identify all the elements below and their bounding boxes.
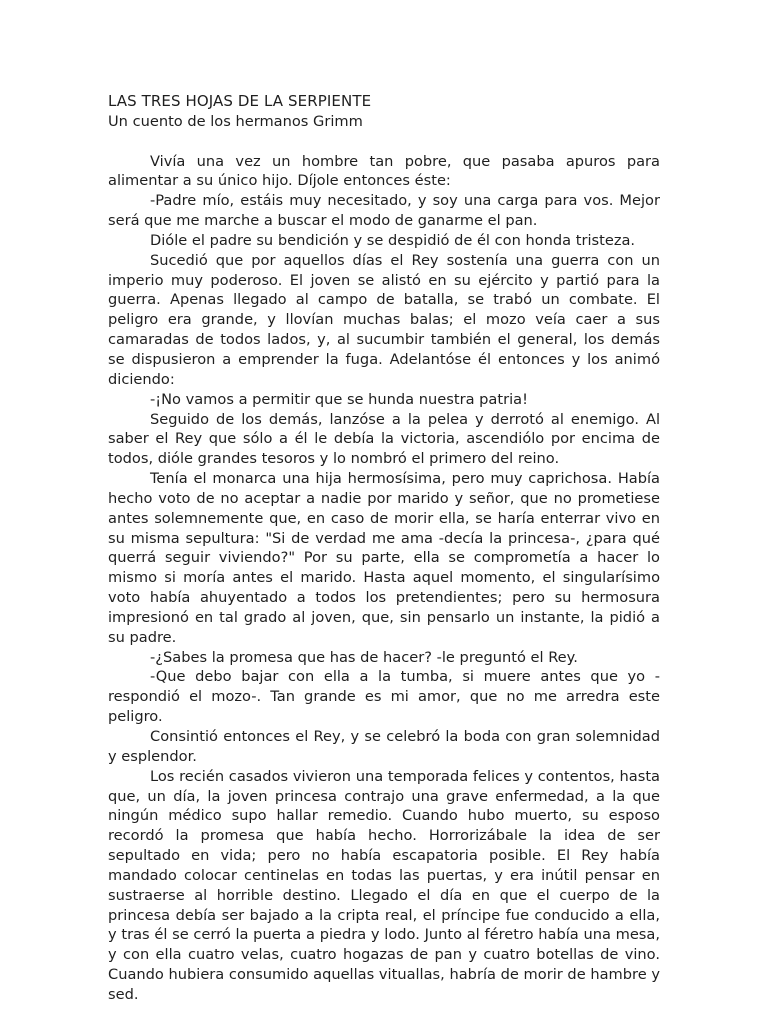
paragraph-9: -Que debo bajar con ella a la tumba, si muere antes que yo -respondió el mozo-. Tan grande es mi amor, que no me arredra este peligro. xyxy=(108,668,660,726)
document-title: LAS TRES HOJAS DE LA SERPIENTE xyxy=(108,92,372,110)
document-page xyxy=(108,92,660,1005)
paragraph-5: -¡No vamos a permitir que se hunda nuestra patria! xyxy=(150,390,528,408)
paragraph-10: Consintió entonces el Rey, y se celebró la boda con gran solemnidad y esplendor. xyxy=(108,728,660,765)
paragraph-7: Tenía el monarca una hija hermosísima, pero muy caprichosa. Había hecho voto de no aceptar a nadie por marido y señor, que no prometiese antes solemnemente que, en caso de morir ella, se haría enterrar vivo en su misma sepultura: "Si de verdad me ama -decía la princesa-, ¿para qué querrá seguir viviendo?" Por su parte, ella se comprometía a hacer lo mismo si moría antes el marido. Hasta aquel momento, el singularísimo voto había ahuyentado a todos los pretendientes; pero su hermosura impresionó en tal grado al joven, que, sin pensarlo un instante, la pidió a su padre. xyxy=(108,470,660,646)
paragraph-3: Dióle el padre su bendición y se despidió de él con honda tristeza. xyxy=(150,231,636,249)
paragraph-4: Sucedió que por aquellos días el Rey sostenía una guerra con un imperio muy poderoso. El joven se alistó en su ejército y partió para la guerra. Apenas llegado al campo de batalla, se trabó un combate. El peligro era grande, y llovían muchas balas; el mozo veía caer a sus camaradas de todos lados, y, al sucumbir también el general, los demás se dispusieron a emprender la fuga. Adelantóse él entonces y los animó diciendo: xyxy=(108,251,660,388)
paragraph-6: Seguido de los demás, lanzóse a la pelea y derrotó al enemigo. Al saber el Rey que sólo a él le debía la victoria, ascendiólo por encima de todos, dióle grandes tesoros y lo nombró el primero del reino. xyxy=(108,410,660,468)
paragraph-8: -¿Sabes la promesa que has de hacer? -le preguntó el Rey. xyxy=(150,648,578,666)
paragraph-1: Vivía una vez un hombre tan pobre, que pasaba apuros para alimentar a su único hijo. Díjole entonces éste: xyxy=(108,152,660,190)
document-subtitle: Un cuento de los hermanos Grimm xyxy=(108,112,363,130)
paragraph-2: -Padre mío, estáis muy necesitado, y soy una carga para vos. Mejor será que me marche a buscar el modo de ganarme el pan. xyxy=(108,192,660,230)
paragraph-11: Los recién casados vivieron una temporada felices y contentos, hasta que, un día, la joven princesa contrajo una grave enfermedad, a la que ningún médico supo hallar remedio. Cuando hubo muerto, su esposo recordó la promesa que había hecho. Horrorizábale la idea de ser sepultado en vida; pero no había escapatoria posible. El Rey había mandado colocar centinelas en todas las puertas, y era inútil pensar en sustraerse al horrible destino. Llegado el día en que el cuerpo de la princesa debía ser bajado a la cripta real, el príncipe fue conducido a ella, y tras él se cerró la puerta a piedra y lodo. Junto al féretro había una mesa, y con ella cuatro velas, cuatro hogazas de pan y cuatro botellas de vino. Cuando hubiera consumido aquellas vituallas, habría de morir de hambre y sed. xyxy=(108,767,660,1003)
